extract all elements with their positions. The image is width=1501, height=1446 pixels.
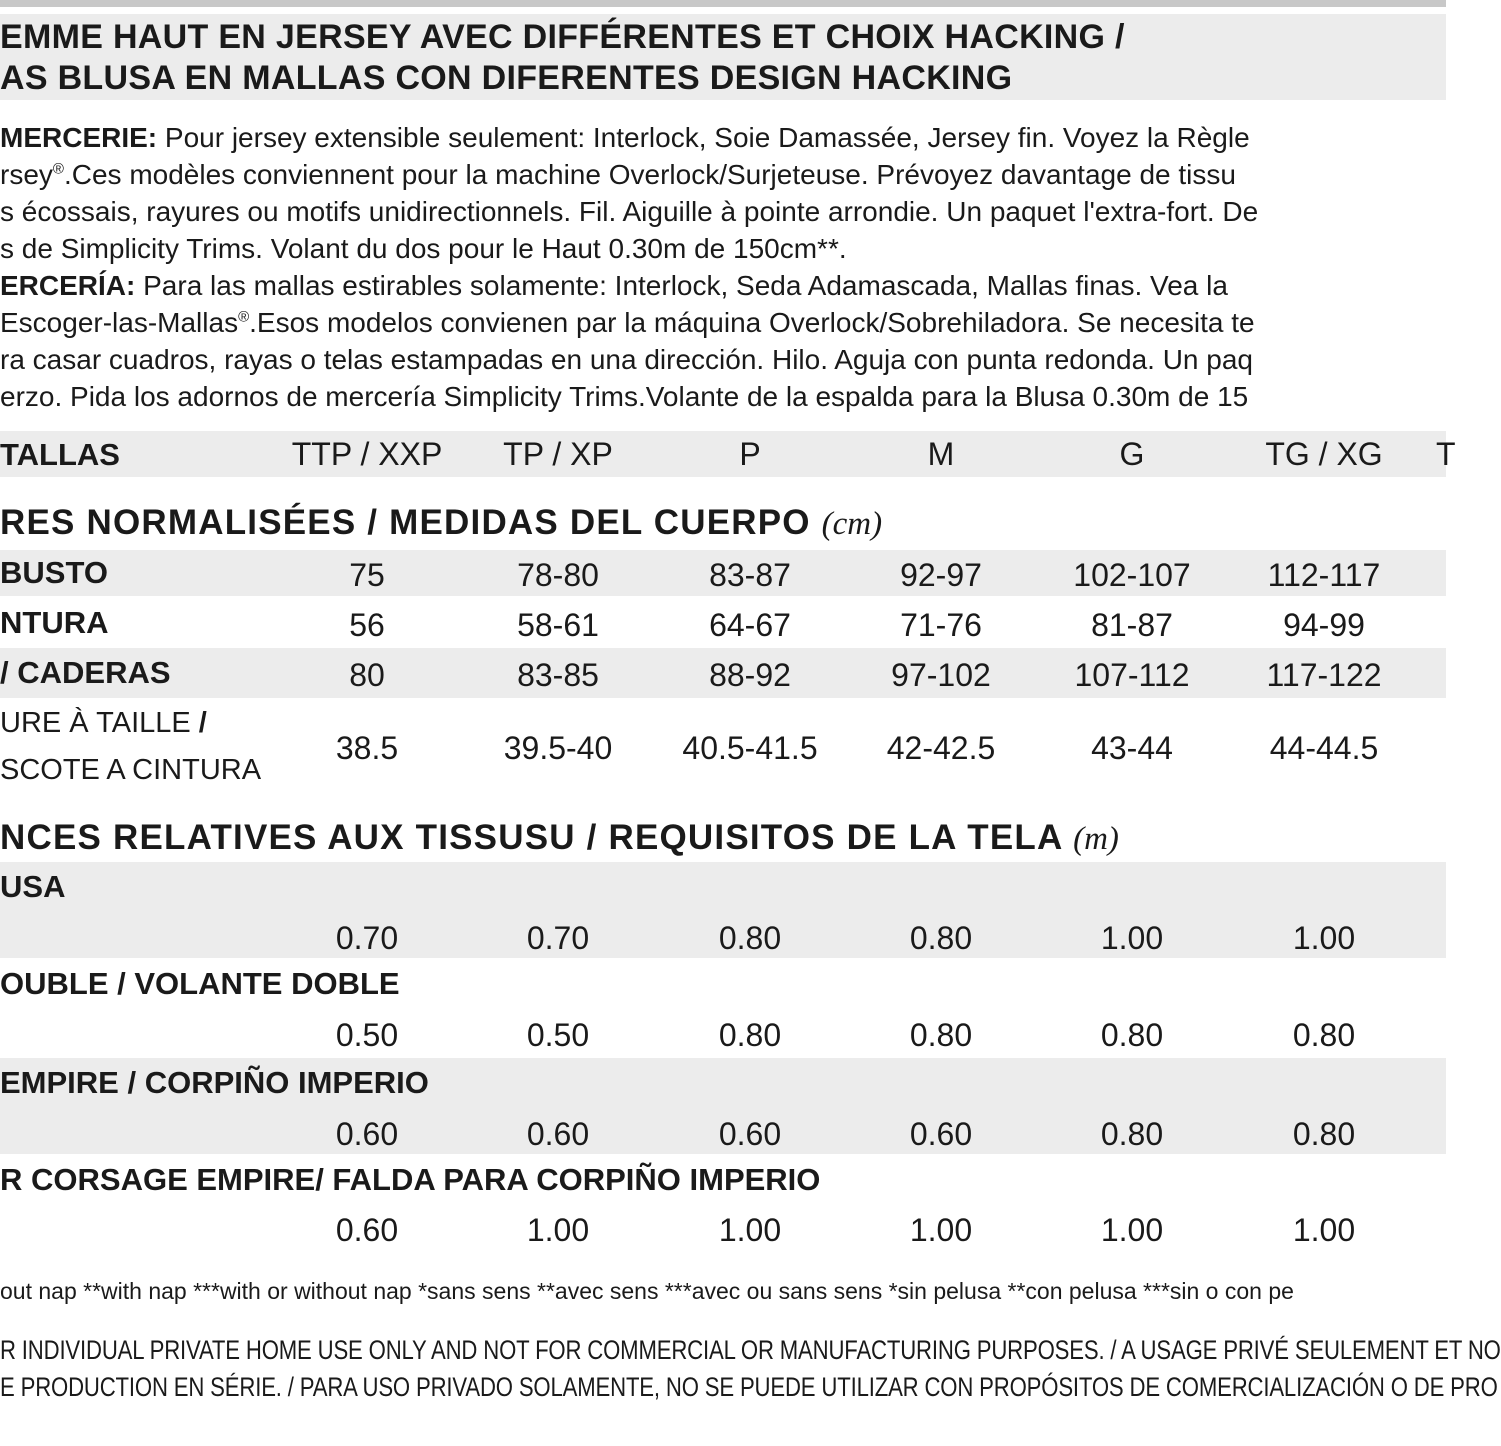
empire-ttp: 0.60 — [335, 1116, 399, 1152]
notions-es-label: ERCERÍA: — [0, 270, 136, 301]
blouse-g: 1.00 — [1100, 920, 1164, 956]
skirt-p: 1.00 — [718, 1212, 782, 1248]
hip-tg: 117-122 — [1266, 657, 1382, 693]
waist-tg: 94-99 — [1283, 607, 1365, 643]
hip-m: 97-102 — [891, 657, 991, 693]
skirt-tp: 1.00 — [526, 1212, 590, 1248]
notions-es-line-3: ra casar cuadros, rayas o telas estampadas en una dirección. Hilo. Aguja con punta redonda. Un paq — [0, 344, 1253, 375]
nap-footnote: out nap **with nap ***with or without nap *sans sens **avec sens ***avec ou sans sens *sin pelusa **con pelusa ***sin o con pe — [0, 1278, 1294, 1304]
notions-es-line-4: erzo. Pida los adornos de mercería Simplicity Trims.Volante de la espalda para la Blusa 0.30m de 15 — [0, 381, 1249, 412]
title-line-1: EMME HAUT EN JERSEY AVEC DIFFÉRENTES ET CHOIX HACKING / — [0, 18, 1125, 56]
hip-tp: 83-85 — [517, 657, 599, 693]
blouse-tp: 0.70 — [526, 920, 590, 956]
back-ttp: 38.5 — [335, 730, 399, 766]
size-tp-xp: TP / XP — [503, 436, 613, 472]
skirt-ttp: 0.60 — [335, 1212, 399, 1248]
blouse-p: 0.80 — [718, 920, 782, 956]
fabric-label-empire-skirt: R CORSAGE EMPIRE/ FALDA PARA CORPIÑO IMPERIO — [0, 1162, 821, 1197]
back-g: 43-44 — [1091, 730, 1173, 766]
fabric-label-double-ruffle: OUBLE / VOLANTE DOBLE — [0, 966, 400, 1001]
row-label-back-waist-1: URE À TAILLE / — [0, 707, 207, 739]
ruffle-tp: 0.50 — [526, 1017, 590, 1053]
ruffle-ttp: 0.50 — [335, 1017, 399, 1053]
back-tg: 44-44.5 — [1269, 730, 1379, 766]
row-label-waist: NTURA — [0, 605, 109, 640]
ruffle-p: 0.80 — [718, 1017, 782, 1053]
notions-fr-line-1: MERCERIE: Pour jersey extensible seulement: Interlock, Soie Damassée, Jersey fin. Voyez la Règle — [0, 122, 1250, 153]
blouse-m: 0.80 — [909, 920, 973, 956]
size-p: P — [739, 436, 761, 472]
legal-notice-line-2: E PRODUCTION EN SÉRIE. / PARA USO PRIVADO SOLAMENTE, NO SE PUEDE UTILIZAR CON PROPÓSITOS DE COMERCIALIZACIÓN O DE PRO — [0, 1372, 1498, 1402]
sizes-label: TALLAS — [0, 437, 120, 472]
size-cut-off: T — [1436, 436, 1456, 472]
skirt-g: 1.00 — [1100, 1212, 1164, 1248]
blouse-tg: 1.00 — [1292, 920, 1356, 956]
empire-tg: 0.80 — [1292, 1116, 1356, 1152]
size-tg-xg: TG / XG — [1265, 436, 1383, 472]
empire-p: 0.60 — [718, 1116, 782, 1152]
skirt-m: 1.00 — [909, 1212, 973, 1248]
registered-mark-es: ® — [238, 308, 250, 326]
fabric-label-blouse: USA — [0, 869, 66, 904]
ruffle-g: 0.80 — [1100, 1017, 1164, 1053]
hip-g: 107-112 — [1074, 657, 1190, 693]
empire-tp: 0.60 — [526, 1116, 590, 1152]
back-tp: 39.5-40 — [503, 730, 613, 766]
fabric-label-empire-bodice: EMPIRE / CORPIÑO IMPERIO — [0, 1065, 429, 1100]
title-line-2: AS BLUSA EN MALLAS CON DIFERENTES DESIGN HACKING — [0, 59, 1013, 97]
bust-ttp: 75 — [349, 557, 385, 593]
hip-p: 88-92 — [709, 657, 791, 693]
size-m: M — [927, 436, 955, 472]
registered-mark: ® — [52, 160, 64, 178]
row-label-bust: BUSTO — [0, 555, 108, 590]
back-m: 42-42.5 — [886, 730, 996, 766]
legal-notice-line-1: R INDIVIDUAL PRIVATE HOME USE ONLY AND NOT FOR COMMERCIAL OR MANUFACTURING PURPOSES. / A USAGE PRIVÉ SEULEMENT ET NO — [0, 1335, 1501, 1365]
notions-fr-line-3: s écossais, rayures ou motifs unidirectionnels. Fil. Aiguille à pointe arrondie. Un paquet l'extra-fort. De — [0, 196, 1259, 227]
empire-g: 0.80 — [1100, 1116, 1164, 1152]
notions-es-line-2: Escoger-las-Mallas®.Esos modelos convienen par la máquina Overlock/Sobrehiladora. Se necesita te — [0, 307, 1255, 338]
bust-p: 83-87 — [709, 557, 791, 593]
size-band — [0, 431, 1446, 477]
row-label-back-waist-2: SCOTE A CINTURA — [0, 754, 262, 786]
skirt-tg: 1.00 — [1292, 1212, 1356, 1248]
bust-m: 92-97 — [900, 557, 982, 593]
top-rule — [0, 0, 1446, 7]
bust-tg: 112-117 — [1267, 557, 1381, 593]
notions-fr-line-4: s de Simplicity Trims. Volant du dos pour le Haut 0.30m de 150cm**. — [0, 233, 847, 264]
notions-fr-line-2: rsey®.Ces modèles conviennent pour la machine Overlock/Surjeteuse. Prévoyez davantage de tissu — [0, 159, 1236, 190]
body-unit: (cm) — [821, 506, 883, 542]
waist-tp: 58-61 — [517, 607, 599, 643]
notions-es-line-1: ERCERÍA: Para las mallas estirables solamente: Interlock, Seda Adamascada, Mallas finas. Vea la — [0, 270, 1228, 301]
body-section-title: RES NORMALISÉES / MEDIDAS DEL CUERPO (cm) — [0, 503, 883, 542]
blouse-ttp: 0.70 — [335, 920, 399, 956]
waist-g: 81-87 — [1091, 607, 1173, 643]
fabric-unit: (m) — [1073, 821, 1119, 857]
row-label-hip: / CADERAS — [0, 655, 171, 690]
back-p: 40.5-41.5 — [682, 730, 818, 766]
waist-m: 71-76 — [900, 607, 982, 643]
size-g: G — [1119, 436, 1145, 472]
bust-tp: 78-80 — [517, 557, 599, 593]
ruffle-tg: 0.80 — [1292, 1017, 1356, 1053]
hip-ttp: 80 — [349, 657, 385, 693]
ruffle-m: 0.80 — [909, 1017, 973, 1053]
notions-fr-label: MERCERIE: — [0, 122, 158, 153]
size-ttp-xxp: TTP / XXP — [291, 436, 443, 472]
waist-ttp: 56 — [349, 607, 385, 643]
empire-m: 0.60 — [909, 1116, 973, 1152]
fabric-section-title: NCES RELATIVES AUX TISSUSU / REQUISITOS DE LA TELA (m) — [0, 818, 1119, 857]
waist-p: 64-67 — [709, 607, 791, 643]
bust-g: 102-107 — [1073, 557, 1191, 593]
